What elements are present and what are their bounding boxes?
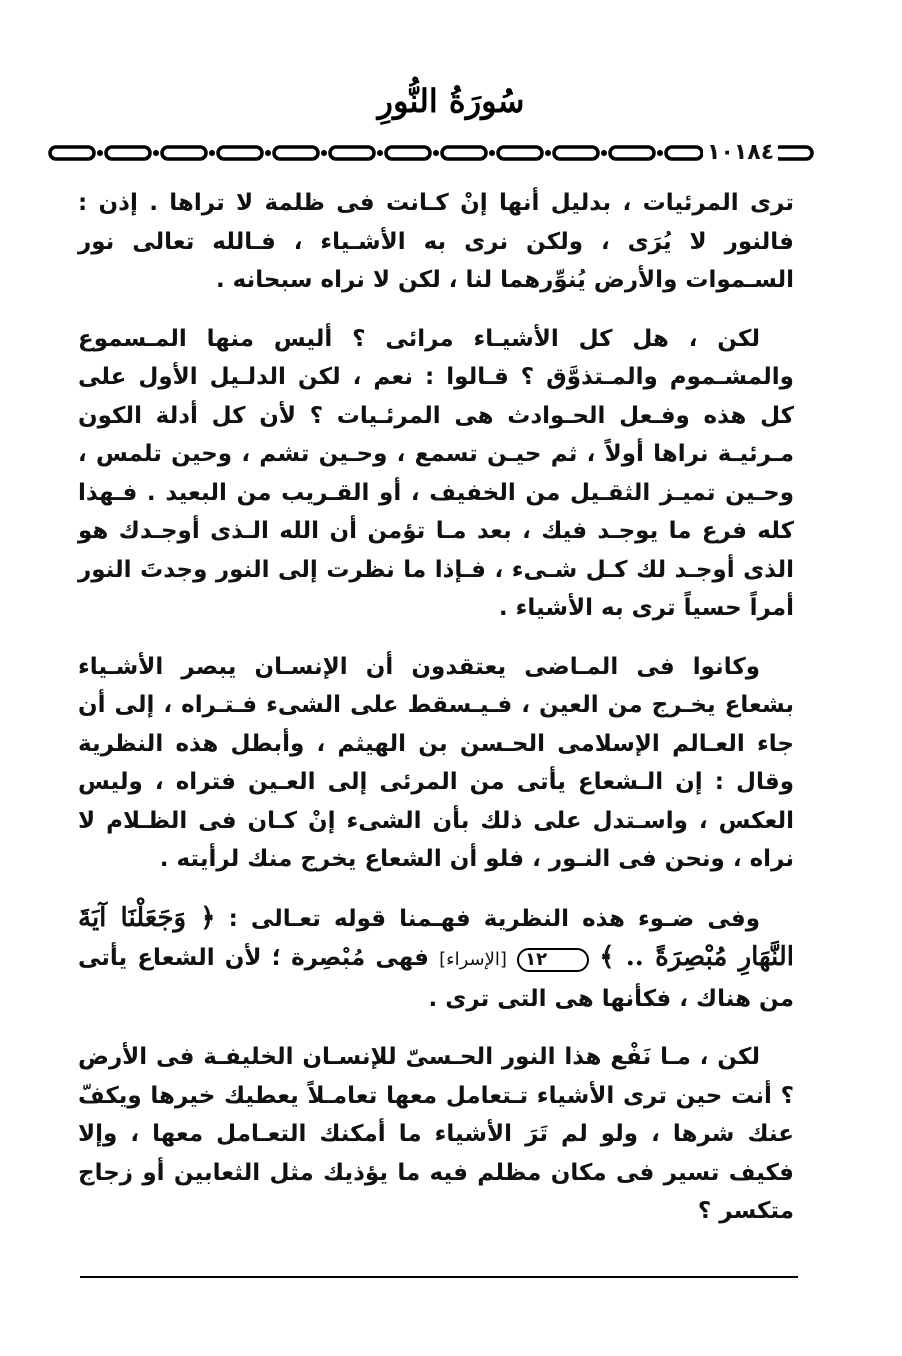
text-line: الخفيف ، أو القـريب من البعيد . فـهذا كله فرع ما يوجـد فيك ، بعد bbox=[78, 479, 794, 544]
verse-number-badge: ١٢ bbox=[517, 948, 589, 972]
text-line: شرها ، ولو لم تَرَ الأشياء ما أمكنك التعـامل معها ، وإلا فكيف تسير bbox=[78, 1121, 794, 1186]
text-line: يُنوِّرهما لنا ، لكن لا نراه سبحانه . bbox=[215, 267, 586, 293]
text-line: لكن ، هل كل الأشيـاء مرائى ؟ أليس منها المـسموع والمشـموم bbox=[78, 325, 794, 390]
paragraph bbox=[78, 1038, 794, 1231]
text-line: أنت حين ترى الأشياء تـتعامل معها تعامـلاً يعطيك خيرها ويكفّ عنك bbox=[78, 1082, 794, 1147]
paragraph bbox=[78, 320, 794, 628]
text-line: بأن الشىء إنْ كـان فى الظـلام لا نراه ، ونحن فى النـور ، فلو أن bbox=[78, 807, 794, 872]
text-line: فى مكان مظلم فيه ما يؤذيك مثل الثعابين أو زجاج متكسر ؟ bbox=[78, 1159, 794, 1224]
text-line: الحـوادث هى المرئـيات ؟ لأن كل أدلة الكون مـرئيـة نراها أولاً ، ثم bbox=[78, 402, 794, 467]
text-line: لا يُرَى ، ولكن نرى به الأشـياء ، فـالله تعالى نور السـموات والأرض bbox=[78, 228, 794, 293]
page-number: ١٠١٨٤ bbox=[703, 141, 778, 165]
verse-commentary: فهى مُبْصِرة ؛ لأن الشعاع يأتى من هناك ، فكأنها هى التى ترى . bbox=[78, 945, 794, 1012]
paragraph bbox=[78, 648, 794, 879]
paragraph-with-verse bbox=[78, 899, 794, 1019]
text-line: ما نظرت إلى النور وجدتَ النور أمراً حسياً ترى به الأشياء . bbox=[78, 556, 794, 621]
text-line: وكانوا فى المـاضى يعتقدون أن الإنسـان يبصر الأشـياء بشعاع bbox=[78, 653, 794, 718]
verse-reference: [الإسراء] bbox=[439, 949, 507, 970]
ornamental-border bbox=[46, 140, 816, 166]
text-line: والمـتذوَّق ؟ قـالوا : نعم ، لكن الدلـيل الأول على كل هذه وفـعل bbox=[78, 364, 794, 429]
quran-verse: ﴿ وَجَعَلْنَا آيَةَ النَّهَارِ مُبْصِرَةً .. ﴾ bbox=[78, 902, 795, 972]
text-line: ترى المرئيات ، بدليل أنها إنْ كـانت فى ظلمة لا تراها . إذن : فالنور bbox=[78, 190, 794, 255]
text-line: الشعاع يخرج منك لرأيته . bbox=[159, 846, 442, 872]
text-line: يأتى من المرئى إلى العـين فتراه ، وليس العكس ، واسـتدل على ذلك bbox=[78, 769, 794, 834]
text-line: الإسلامى الحـسن بن الهيثم ، وأبطل هذه النظرية وقال : إن الـشعاع bbox=[78, 730, 794, 795]
body-text bbox=[78, 184, 794, 1231]
text-line: يخـرج من العين ، فـيـسقط على الشىء فـتـراه ، إلى أن جاء العـالم bbox=[78, 692, 794, 757]
text-line: لكن ، مـا نَفْع هذا النور الحـسىّ للإنسـان الخليفـة فى الأرض ؟ bbox=[78, 1044, 794, 1109]
paragraph bbox=[78, 184, 794, 300]
verse-intro: وفى ضـوء هذه النظرية فهـمنا قوله تعـالى : bbox=[228, 905, 760, 932]
surah-title: سُورَةُ النُّورِ bbox=[377, 82, 525, 120]
text-line: حيـن تسمع ، وحـين تشم ، وحين تلمس ، وحـين تميـز الثقـيل من bbox=[78, 441, 795, 506]
footer-rule bbox=[80, 1276, 798, 1278]
text-line: مـا تؤمن أن الله الـذى أوجـدك هو الذى أوجـد لك كـل شـىء ، فـإذا bbox=[78, 518, 794, 583]
